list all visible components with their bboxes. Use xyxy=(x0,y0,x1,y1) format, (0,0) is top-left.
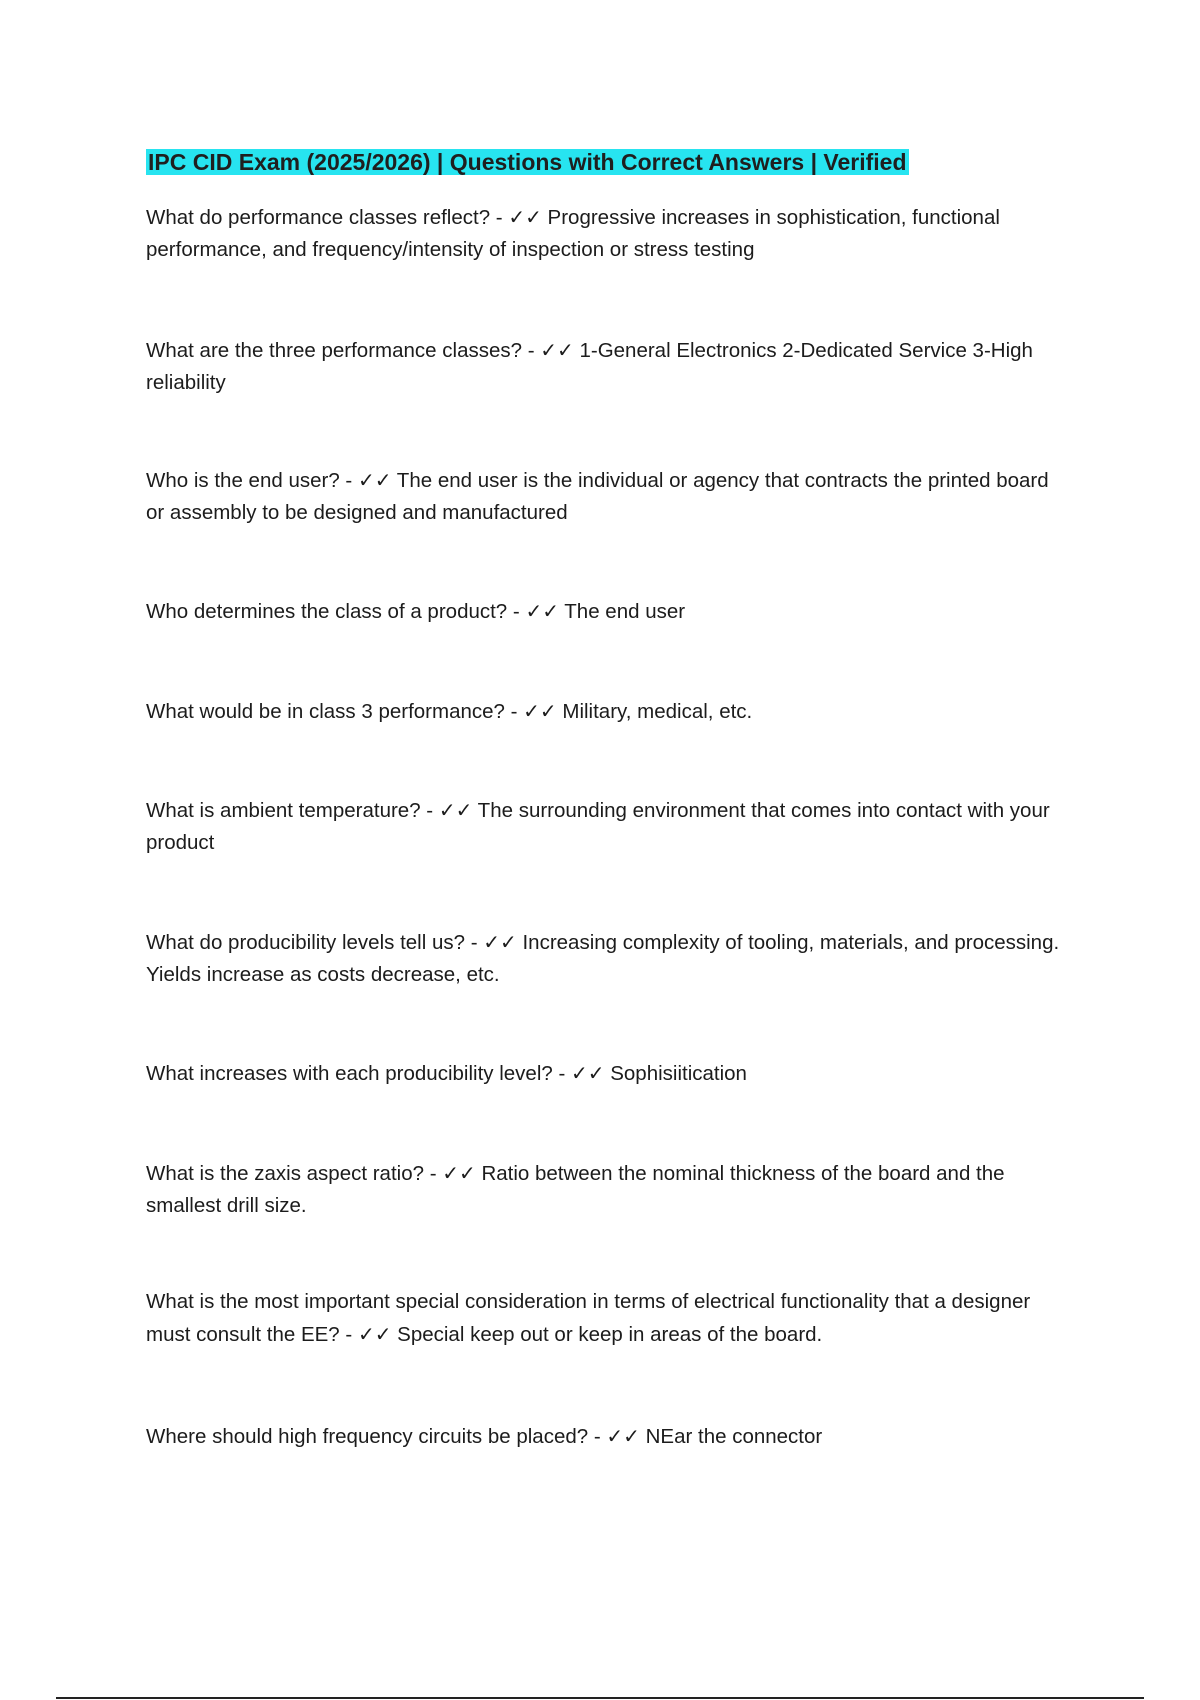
separator: - xyxy=(522,339,541,362)
qa-item xyxy=(146,334,1066,399)
qa-item xyxy=(146,595,1066,628)
answer-text: Sophisiitication xyxy=(610,1062,747,1085)
double-check-icon: ✓✓ xyxy=(483,930,517,954)
double-check-icon: ✓✓ xyxy=(438,798,473,822)
qa-item xyxy=(146,201,1066,266)
question-text: What increases with each producibility level? xyxy=(146,1062,553,1085)
answer-text: Progressive increases in sophistication, functional performance, and frequency/intensity of inspection or stress testing xyxy=(146,206,1000,261)
separator: - xyxy=(588,1425,607,1448)
separator: - xyxy=(339,1323,358,1346)
double-check-icon: ✓✓ xyxy=(571,1061,605,1085)
answer-text: Increasing complexity of tooling, materials, and processing. Yields increase as costs decrease, etc. xyxy=(146,931,1060,986)
separator: - xyxy=(420,799,439,822)
question-text: What are the three performance classes? xyxy=(146,339,523,362)
answer-text: 1-General Electronics 2-Dedicated Service 3-High reliability xyxy=(146,339,1033,394)
title-highlight: IPC CID Exam (2025/2026) | Questions with Correct Answers | Verified xyxy=(148,149,907,175)
separator: - xyxy=(490,206,509,229)
double-check-icon: ✓✓ xyxy=(508,205,542,229)
answer-text: The end user xyxy=(564,600,686,623)
question-text: What is ambient temperature? xyxy=(146,799,421,822)
double-check-icon: ✓✓ xyxy=(525,599,559,623)
separator: - xyxy=(424,1162,443,1185)
answer-text: The surrounding environment that comes into contact with your product xyxy=(146,799,1050,854)
qa-item xyxy=(146,464,1066,529)
answer-text: NEar the connector xyxy=(645,1425,823,1448)
separator: - xyxy=(507,600,526,623)
question-text: What is the zaxis aspect ratio? xyxy=(146,1162,425,1185)
question-text: What do performance classes reflect? xyxy=(146,206,491,229)
answer-text: Special keep out or keep in areas of the board. xyxy=(397,1323,823,1346)
qa-item xyxy=(146,794,1066,859)
double-check-icon: ✓✓ xyxy=(442,1161,476,1185)
qa-item xyxy=(146,1157,1066,1222)
question-text: What is the most important special consideration in terms of electrical functionality that a designer must consult the EE? xyxy=(146,1290,1031,1346)
qa-item xyxy=(146,695,1066,728)
double-check-icon: ✓✓ xyxy=(540,338,574,362)
question-text: Where should high frequency circuits be placed? xyxy=(146,1425,589,1448)
separator: - xyxy=(465,931,484,954)
question-text: What would be in class 3 performance? xyxy=(146,700,505,723)
qa-item xyxy=(146,1286,1066,1351)
separator: - xyxy=(552,1062,571,1085)
document-title xyxy=(146,146,909,178)
double-check-icon: ✓✓ xyxy=(606,1424,640,1448)
question-text: What do producibility levels tell us? xyxy=(146,931,466,954)
answer-text: The end user is the individual or agency that contracts the printed board or assembly to be designed and manufactured xyxy=(146,469,1049,524)
answer-text: Ratio between the nominal thickness of the board and the smallest drill size. xyxy=(146,1162,1005,1217)
answer-text: Military, medical, etc. xyxy=(562,700,753,723)
separator: - xyxy=(339,469,358,492)
double-check-icon: ✓✓ xyxy=(523,699,557,723)
double-check-icon: ✓✓ xyxy=(357,1322,392,1346)
qa-item xyxy=(146,1057,1066,1090)
question-text: Who is the end user? xyxy=(146,469,340,492)
double-check-icon: ✓✓ xyxy=(357,468,392,492)
qa-item xyxy=(146,926,1066,991)
question-text: Who determines the class of a product? xyxy=(146,600,508,623)
qa-item xyxy=(146,1420,1066,1453)
footer-divider xyxy=(56,1697,1144,1699)
separator: - xyxy=(504,700,524,723)
